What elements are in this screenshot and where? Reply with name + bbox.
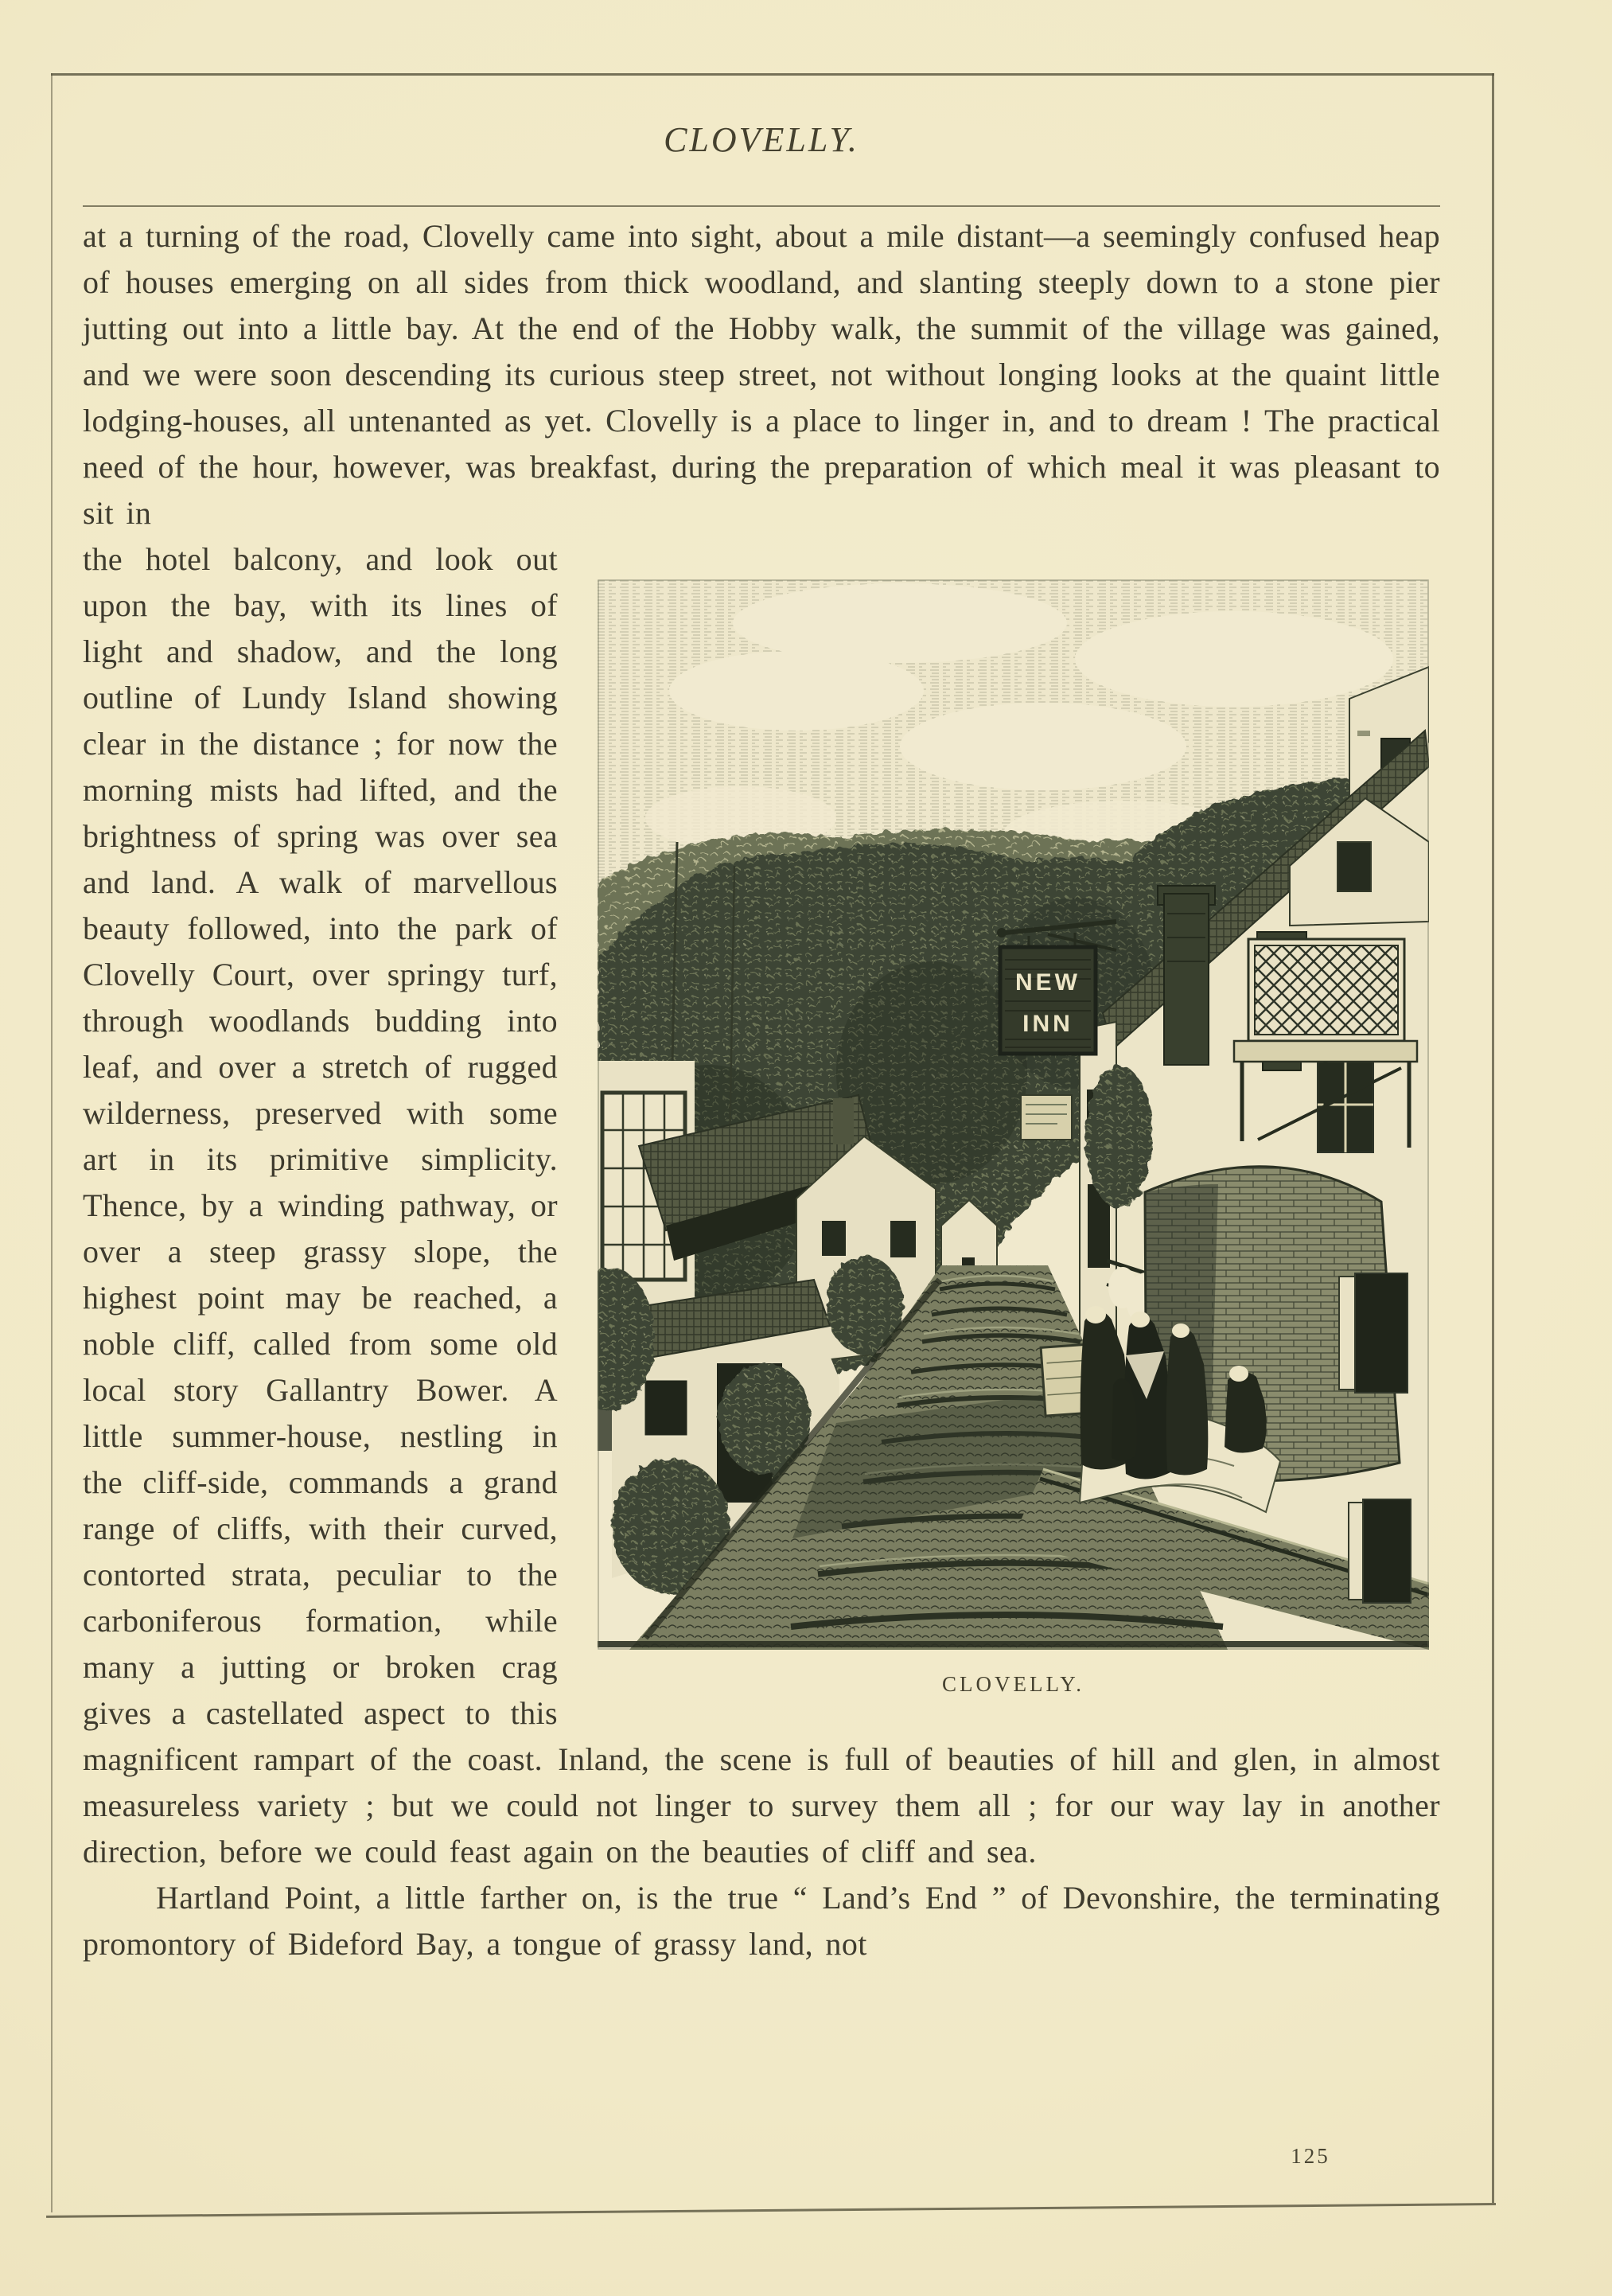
page-frame-left-rule xyxy=(51,73,53,2212)
paragraph-3: Hartland Point, a little farther on, is the true “ Land’s End ” of Devonshire, the terminating promontory of Bideford Bay, a tongue of grassy land, not xyxy=(83,1880,1440,1962)
clovelly-street-engraving xyxy=(598,579,1429,1650)
page-number: 125 xyxy=(1291,2144,1330,2168)
page-frame-top-rule xyxy=(51,73,1494,76)
figure-caption: CLOVELLY. xyxy=(941,1672,1085,1696)
inn-sign-text-new: NEW xyxy=(1015,969,1081,996)
engraving-bottom-edge xyxy=(598,1641,1429,1647)
paragraph-2: the hotel balcony, and look out upon the bay, with its lines of light and shadow, and the long outline of Lundy Island showing clear in the distance ; for now the morning mists had lifted, and the brightness of spring was over sea and land. A walk of marvellous beauty followed, into the park of Clovelly Court, over springy turf, through woodlands budding into leaf, and over a stretch of rugged wilderness, preserved with some art in its primitive simplicity. Thence, by a winding pathway, or over a steep grassy slope, the highest point may be reached, a noble cliff, called from some old local story Gallantry Bower. A little summer-house, nestling in the cliff-side, commands a grand range of cliffs, with their curved, contorted strata, peculiar to the carboniferous formation, while many a jutting or broken crag gives a castellated aspect to this magnificent rampart of the coast. Inland, the scene is full of beauties of hill and glen, in almost measureless variety ; but we could not linger to survey them all ; for our way lay in another direction, before we could feast again on the beauties of cliff and sea. xyxy=(83,541,1440,1869)
header-rule xyxy=(83,205,1440,207)
running-header: CLOVELLY. xyxy=(664,120,859,159)
page-frame-bottom-rule xyxy=(46,2203,1496,2218)
page-frame-right-rule xyxy=(1492,73,1494,2203)
engraving-figure xyxy=(598,579,1429,1698)
paragraph-1: at a turning of the road, Clovelly came into sight, about a mile distant—a seemingly confused heap of houses emerging on all sides from thick woodland, and slanting steeply down to a stone pier jutting out into a little bay. At the end of the Hobby walk, the summit of the village was gained, and we were soon descending its curious steep street, not without longing looks at the quaint little lodging-houses, all untenanted as yet. Clovelly is a place to linger in, and to dream ! The practical need of the hour, however, was breakfast, during the preparation of which meal it was pleasant to sit in xyxy=(83,218,1440,531)
text-column xyxy=(83,213,1440,1967)
inn-sign-text-inn: INN xyxy=(1022,1011,1073,1037)
